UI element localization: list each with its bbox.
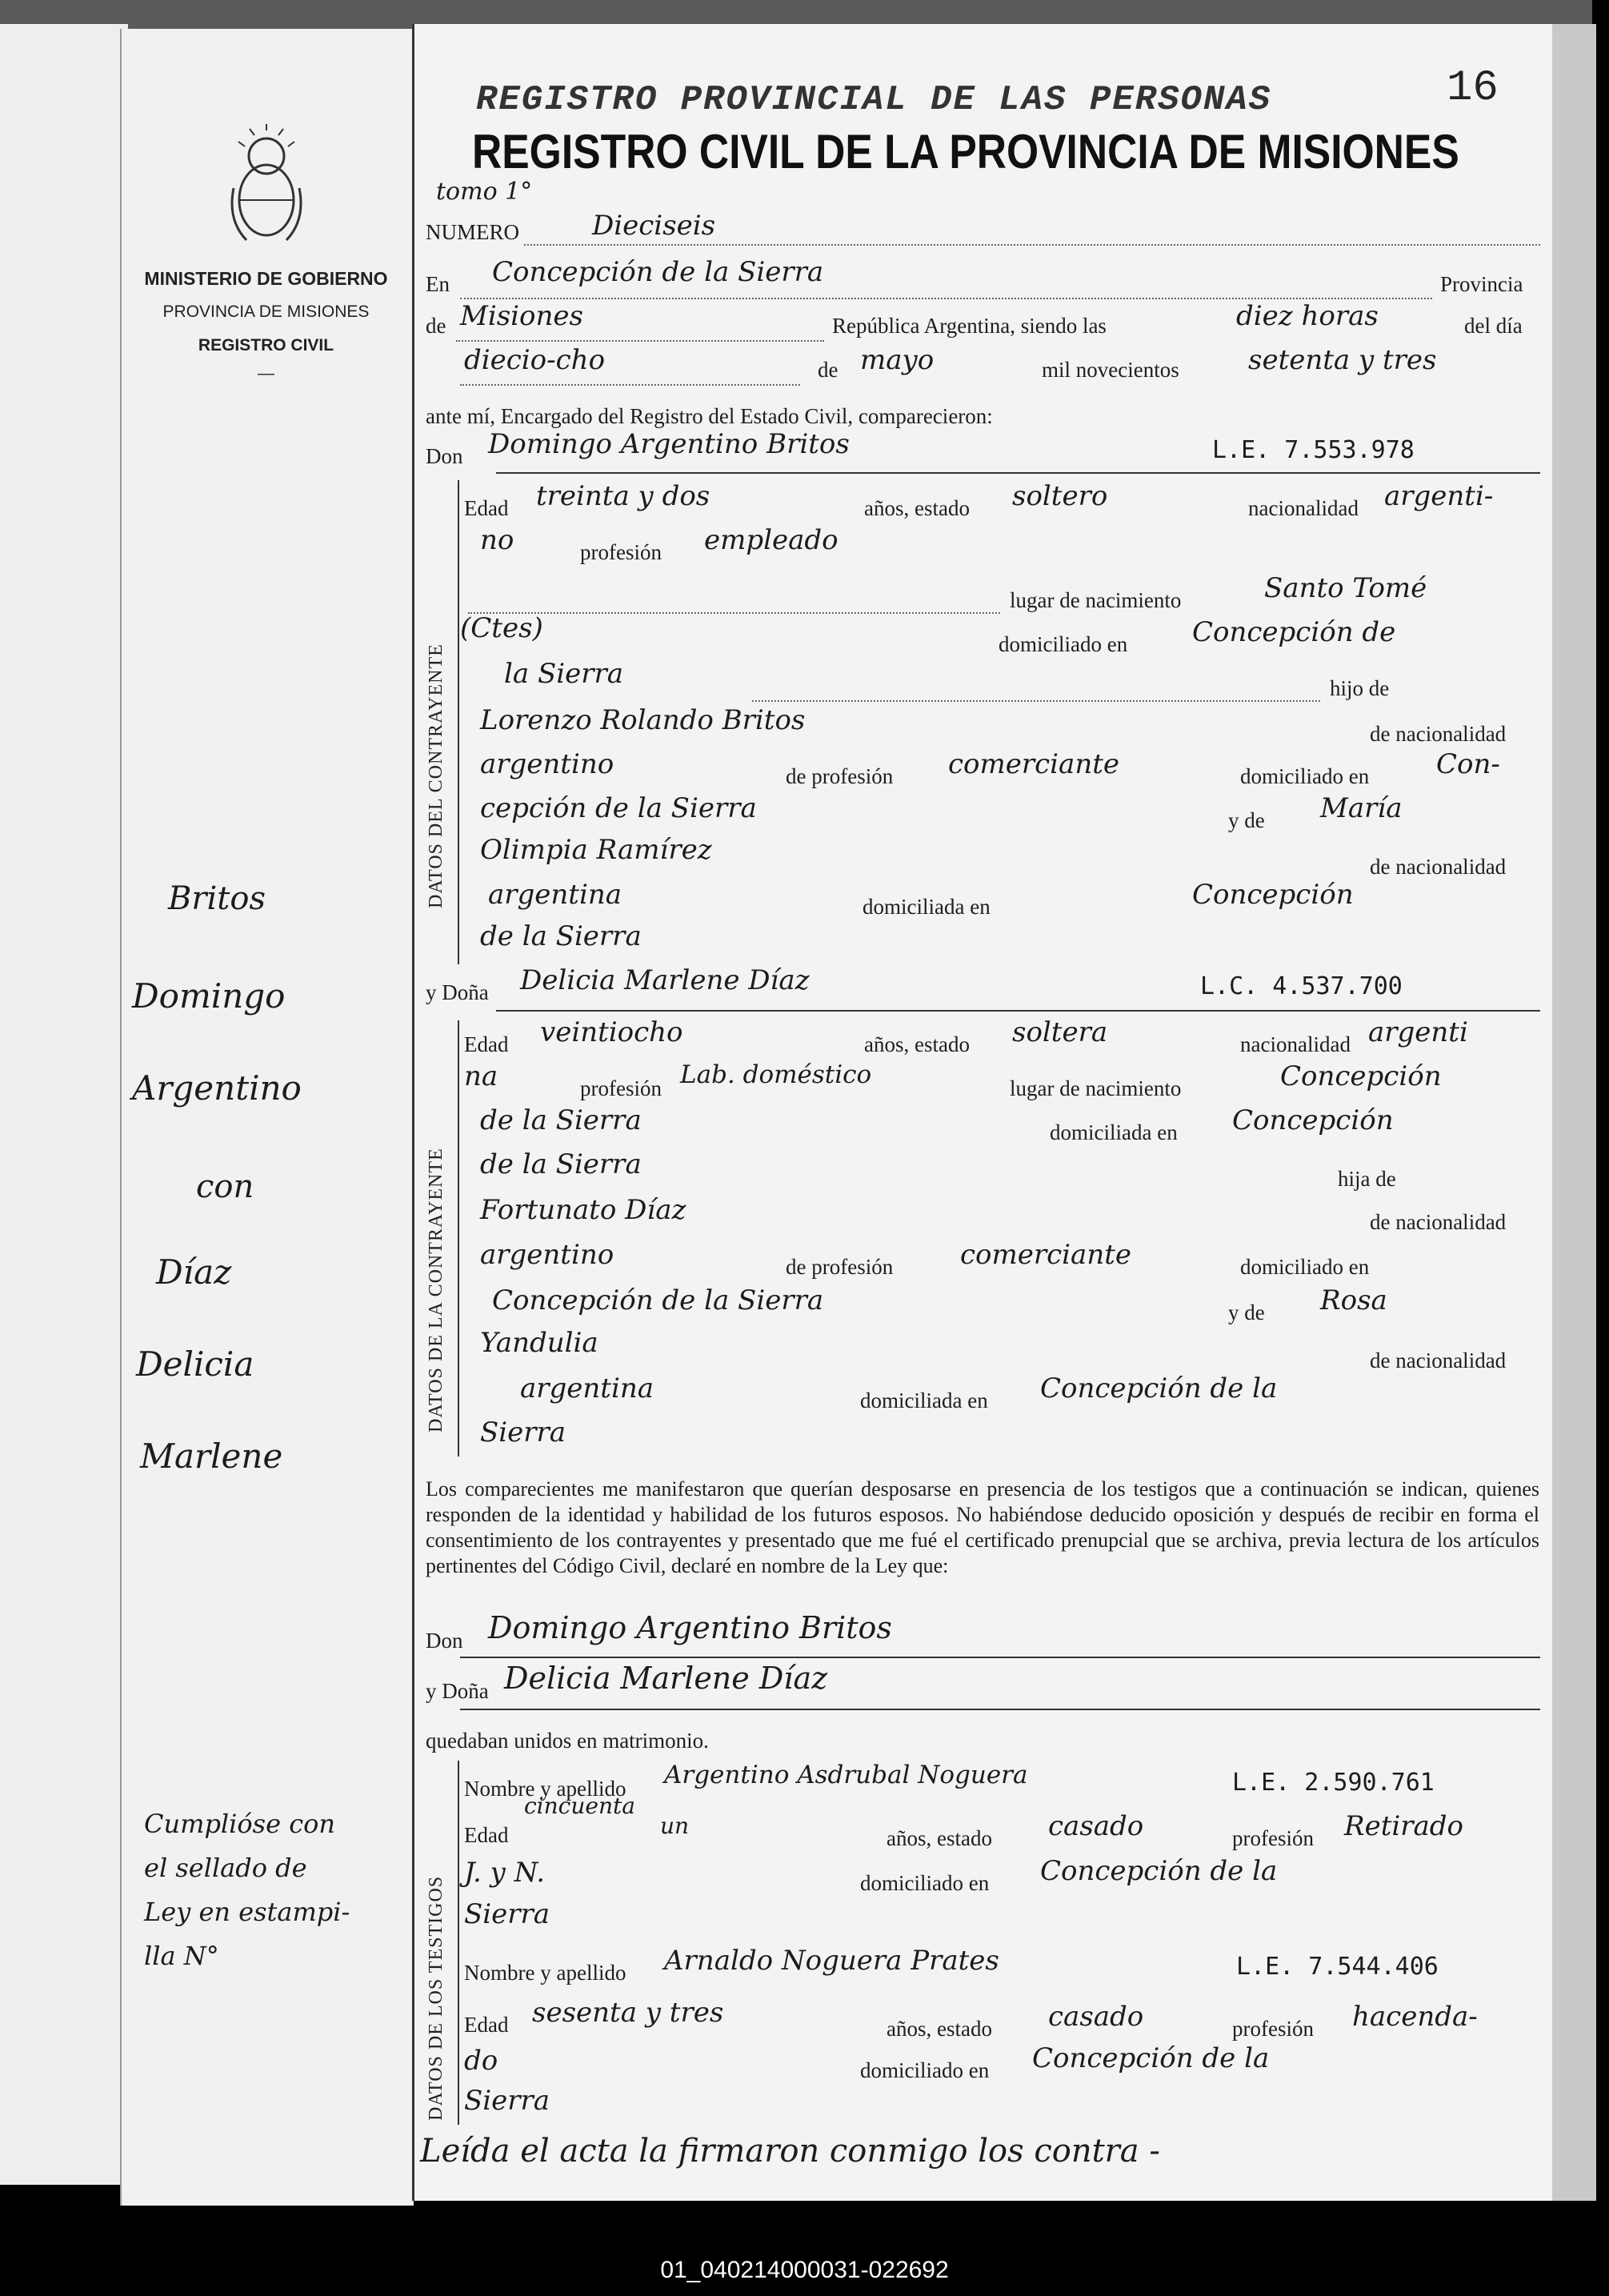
w1-age-top: cincuenta [524,1793,635,1819]
groom-dom-cont: la Sierra [504,658,624,690]
page-number: 16 [1447,64,1499,113]
section-rule [460,1657,1540,1658]
father-dom-label: domiciliado en [1240,764,1370,788]
bride-father: Fortunato Díaz [480,1194,686,1226]
groom-mother-cont: Olimpia Ramírez [480,834,712,866]
year-value: setenta y tres [1248,344,1437,376]
w2-dom: Concepción de la [1032,2042,1270,2074]
bride-birthplace: Concepción [1280,1060,1442,1092]
margin-name-1: Domingo [132,976,286,1016]
dotted-line [456,340,824,342]
mother-dom-label: domiciliada en [863,895,991,919]
margin-name-4: Delicia [136,1344,254,1384]
groom-name: Domingo Argentino Britos [488,428,850,460]
w2-name: Arnaldo Noguera Prates [664,1945,999,1977]
bride-dom: Concepción [1232,1104,1394,1136]
w1-age: un [660,1813,690,1839]
section-rule [496,472,1540,474]
decl-don-label: Don [426,1629,463,1653]
bride-mother-dom: Concepción de la [1040,1372,1278,1404]
bride-mother: Rosa [1320,1284,1387,1316]
edad-label: Edad [464,1032,509,1056]
bride-dona-label: y Doña [426,980,489,1004]
groom-estado: soltero [1012,480,1108,512]
final-handwritten-line: Leída el acta la firmaron conmigo los contra - [420,2133,1160,2170]
hours-value: diez horas [1236,300,1379,332]
estado-label: años, estado [864,1032,970,1056]
mil-label: mil novecientos [1042,358,1179,382]
bride-birthplace-cont: de la Sierra [480,1104,642,1136]
w2-age: sesenta y tres [532,1997,724,2029]
decl-groom: Domingo Argentino Britos [488,1610,892,1645]
bride-age: veintiocho [540,1016,683,1048]
w2-dom-cont: Sierra [464,2085,550,2117]
lugar-label: lugar de nacimiento [1010,1076,1182,1100]
decl-dona-label: y Doña [426,1679,489,1703]
margin-name-3: Díaz [156,1252,232,1292]
dom-label: domiciliado en [860,2058,990,2082]
bride-prof: Lab. doméstico [680,1060,872,1089]
groom-mother: María [1320,792,1403,824]
dotted-line [468,612,1000,614]
groom-side-line [458,480,459,964]
decl-bride: Delicia Marlene Díaz [504,1661,828,1696]
nac-label: nacionalidad [1248,496,1359,520]
estado-label: años, estado [887,2017,992,2041]
margin-name-5: Marlene [140,1437,283,1476]
declaration-text: Los comparecientes me manifestaron que querían desposarse en presencia de los testigos que a continuación se indican, quienes responden de la identidad y habilidad de los futuros esposos. No habiéndose deducido oposición y después de recibir en forma el consentimiento de los contrayentes y presentado que me fué el certificado prenupcial que se archiva, previa lectura de los artículos pertinentes del Código Civil, declaré en nombre de la Ley que: [426,1477,1539,1577]
bride-mother-cont: Yandulia [480,1327,598,1359]
stub-dash: — [258,364,274,383]
prof-label: profesión [580,1076,662,1100]
right-page-edge [1552,24,1596,2201]
dotted-line [460,384,800,386]
dom-label: domiciliado en [860,1871,990,1895]
dotted-line [752,700,1320,702]
margin-con: con [196,1168,254,1205]
sellado-line-1: Cumplióse con [144,1809,335,1839]
groom-side-label: DATOS DEL CONTRAYENTE [426,643,446,908]
hijo-label: hijo de [1330,676,1390,700]
witness-side-line [458,1761,459,2125]
w2-name-label: Nombre y apellido [464,1961,626,1985]
bride-side-line [458,1020,459,1457]
margin-name-2: Argentino [132,1068,302,1108]
groom-father-nac: argentino [480,748,614,780]
sellado-line-3: Ley en estampi- [144,1897,350,1927]
groom-father-prof: comerciante [948,748,1119,780]
bride-mother-nac: argentina [520,1372,654,1404]
bride-doc: L.C. 4.537.700 [1200,972,1403,1000]
section-rule [496,1010,1540,1012]
father-prof-label: de profesión [786,1255,894,1279]
bride-nac: argenti [1368,1016,1468,1048]
w2-doc: L.E. 7.544.406 [1236,1953,1439,1981]
decl-closing: quedaban unidos en matrimonio. [426,1729,709,1753]
en-label: En [426,272,450,296]
de-label-2: de [818,358,839,382]
w2-prof: hacenda- [1352,2001,1478,2033]
dom-label: domiciliada en [1050,1120,1178,1144]
image-filename: 01_040214000031-022692 [660,2257,949,2283]
groom-mother-nac: argentina [488,879,622,911]
groom-nac-cont: no [480,524,514,556]
groom-birthplace: Santo Tomé [1264,572,1427,604]
bride-name: Delicia Marlene Díaz [520,964,810,996]
w1-name-label: Nombre y apellido [464,1777,626,1801]
de-nac-label: de nacionalidad [1370,1210,1507,1234]
bride-dom-cont: de la Sierra [480,1148,642,1180]
nac-label: nacionalidad [1240,1032,1351,1056]
bride-side-label: DATOS DE LA CONTRAYENTE [426,1148,446,1432]
edad-label: Edad [464,496,509,520]
coat-of-arms-icon [222,124,310,252]
groom-mother-dom-cont: de la Sierra [480,920,642,952]
bride-father-dom: Concepción de la Sierra [492,1284,824,1316]
groom-mother-dom: Concepción [1192,879,1354,911]
place-value: Concepción de la Sierra [492,256,824,288]
w2-prof-cont: do [464,2045,498,2077]
ministry-label: MINISTERIO DE GOBIERNO [144,268,388,289]
w1-estado: casado [1048,1810,1144,1842]
hija-label: hija de [1338,1167,1396,1191]
groom-father-dom: Con- [1436,748,1500,780]
w1-prof-cont: J. y N. [464,1857,546,1889]
sellado-line-2: el sellado de [144,1853,307,1883]
father-prof-label: de profesión [786,764,894,788]
bride-father-prof: comerciante [960,1239,1131,1271]
dotted-line [460,298,1432,299]
w1-name: Argentino Asdrubal Noguera [664,1761,1028,1789]
bride-nac-cont: na [464,1060,498,1092]
month-value: mayo [860,344,935,376]
mother-dom-label: domiciliada en [860,1388,988,1412]
prof-label: profesión [1232,2017,1314,2041]
del-dia-label: del día [1464,314,1523,338]
provincia-label: Provincia [1440,272,1523,296]
edad-label: Edad [464,2013,509,2037]
province-value: Misiones [460,300,583,332]
sellado-line-4: lla N° [144,1941,219,1971]
ante-label: ante mí, Encargado del Registro del Estado Civil, comparecieron: [426,404,993,428]
lugar-label: lugar de nacimiento [1010,588,1182,612]
w1-dom-cont: Sierra [464,1898,550,1930]
w2-estado: casado [1048,2001,1144,2033]
estado-label: años, estado [864,496,970,520]
w1-dom: Concepción de la [1040,1855,1278,1887]
page-title: REGISTRO CIVIL DE LA PROVINCIA DE MISIONES [472,125,1459,178]
prof-label: profesión [1232,1826,1314,1850]
de-nac-label-2: de nacionalidad [1370,1348,1507,1372]
groom-father-dom-cont: cepción de la Sierra [480,792,757,824]
father-dom-label: domiciliado en [1240,1255,1370,1279]
groom-doc: L.E. 7.553.978 [1212,436,1415,464]
edad-label: Edad [464,1823,509,1847]
margin-surname: Britos [168,880,266,917]
estado-label: años, estado [887,1826,992,1850]
bride-estado: soltera [1012,1016,1108,1048]
office-label: REGISTRO CIVIL [198,336,334,355]
tomo-note: tomo 1° [436,178,533,206]
bride-father-nac: argentino [480,1239,614,1271]
left-page-edge [0,24,128,2185]
groom-nac: argenti- [1384,480,1494,512]
section-rule [460,1709,1540,1710]
y-de-label: y de [1228,1300,1265,1324]
groom-birthplace-cont: (Ctes) [460,612,543,644]
witness-side-label: DATOS DE LOS TESTIGOS [426,1875,446,2121]
dotted-line [524,244,1540,246]
de-nac-label: de nacionalidad [1370,722,1507,746]
prof-label: profesión [580,540,662,564]
numero-value: Dieciseis [592,210,716,242]
groom-father: Lorenzo Rolando Britos [480,704,806,736]
groom-don-label: Don [426,444,463,468]
groom-age: treinta y dos [536,480,710,512]
day-value: diecio-cho [464,344,606,376]
groom-prof: empleado [704,524,839,556]
de-nac-label-2: de nacionalidad [1370,855,1507,879]
de-label: de [426,314,446,338]
province-label: PROVINCIA DE MISIONES [162,303,370,321]
provincial-stamp: REGISTRO PROVINCIAL DE LAS PERSONAS [476,80,1272,120]
w1-doc: L.E. 2.590.761 [1232,1769,1435,1797]
dom-label: domiciliado en [999,632,1128,656]
w1-prof: Retirado [1344,1810,1464,1842]
groom-dom: Concepción de [1192,616,1396,648]
numero-label: NUMERO [426,220,520,244]
y-de-label: y de [1228,808,1265,832]
republica-label: República Argentina, siendo las [832,314,1107,338]
bride-mother-dom-cont: Sierra [480,1416,566,1449]
